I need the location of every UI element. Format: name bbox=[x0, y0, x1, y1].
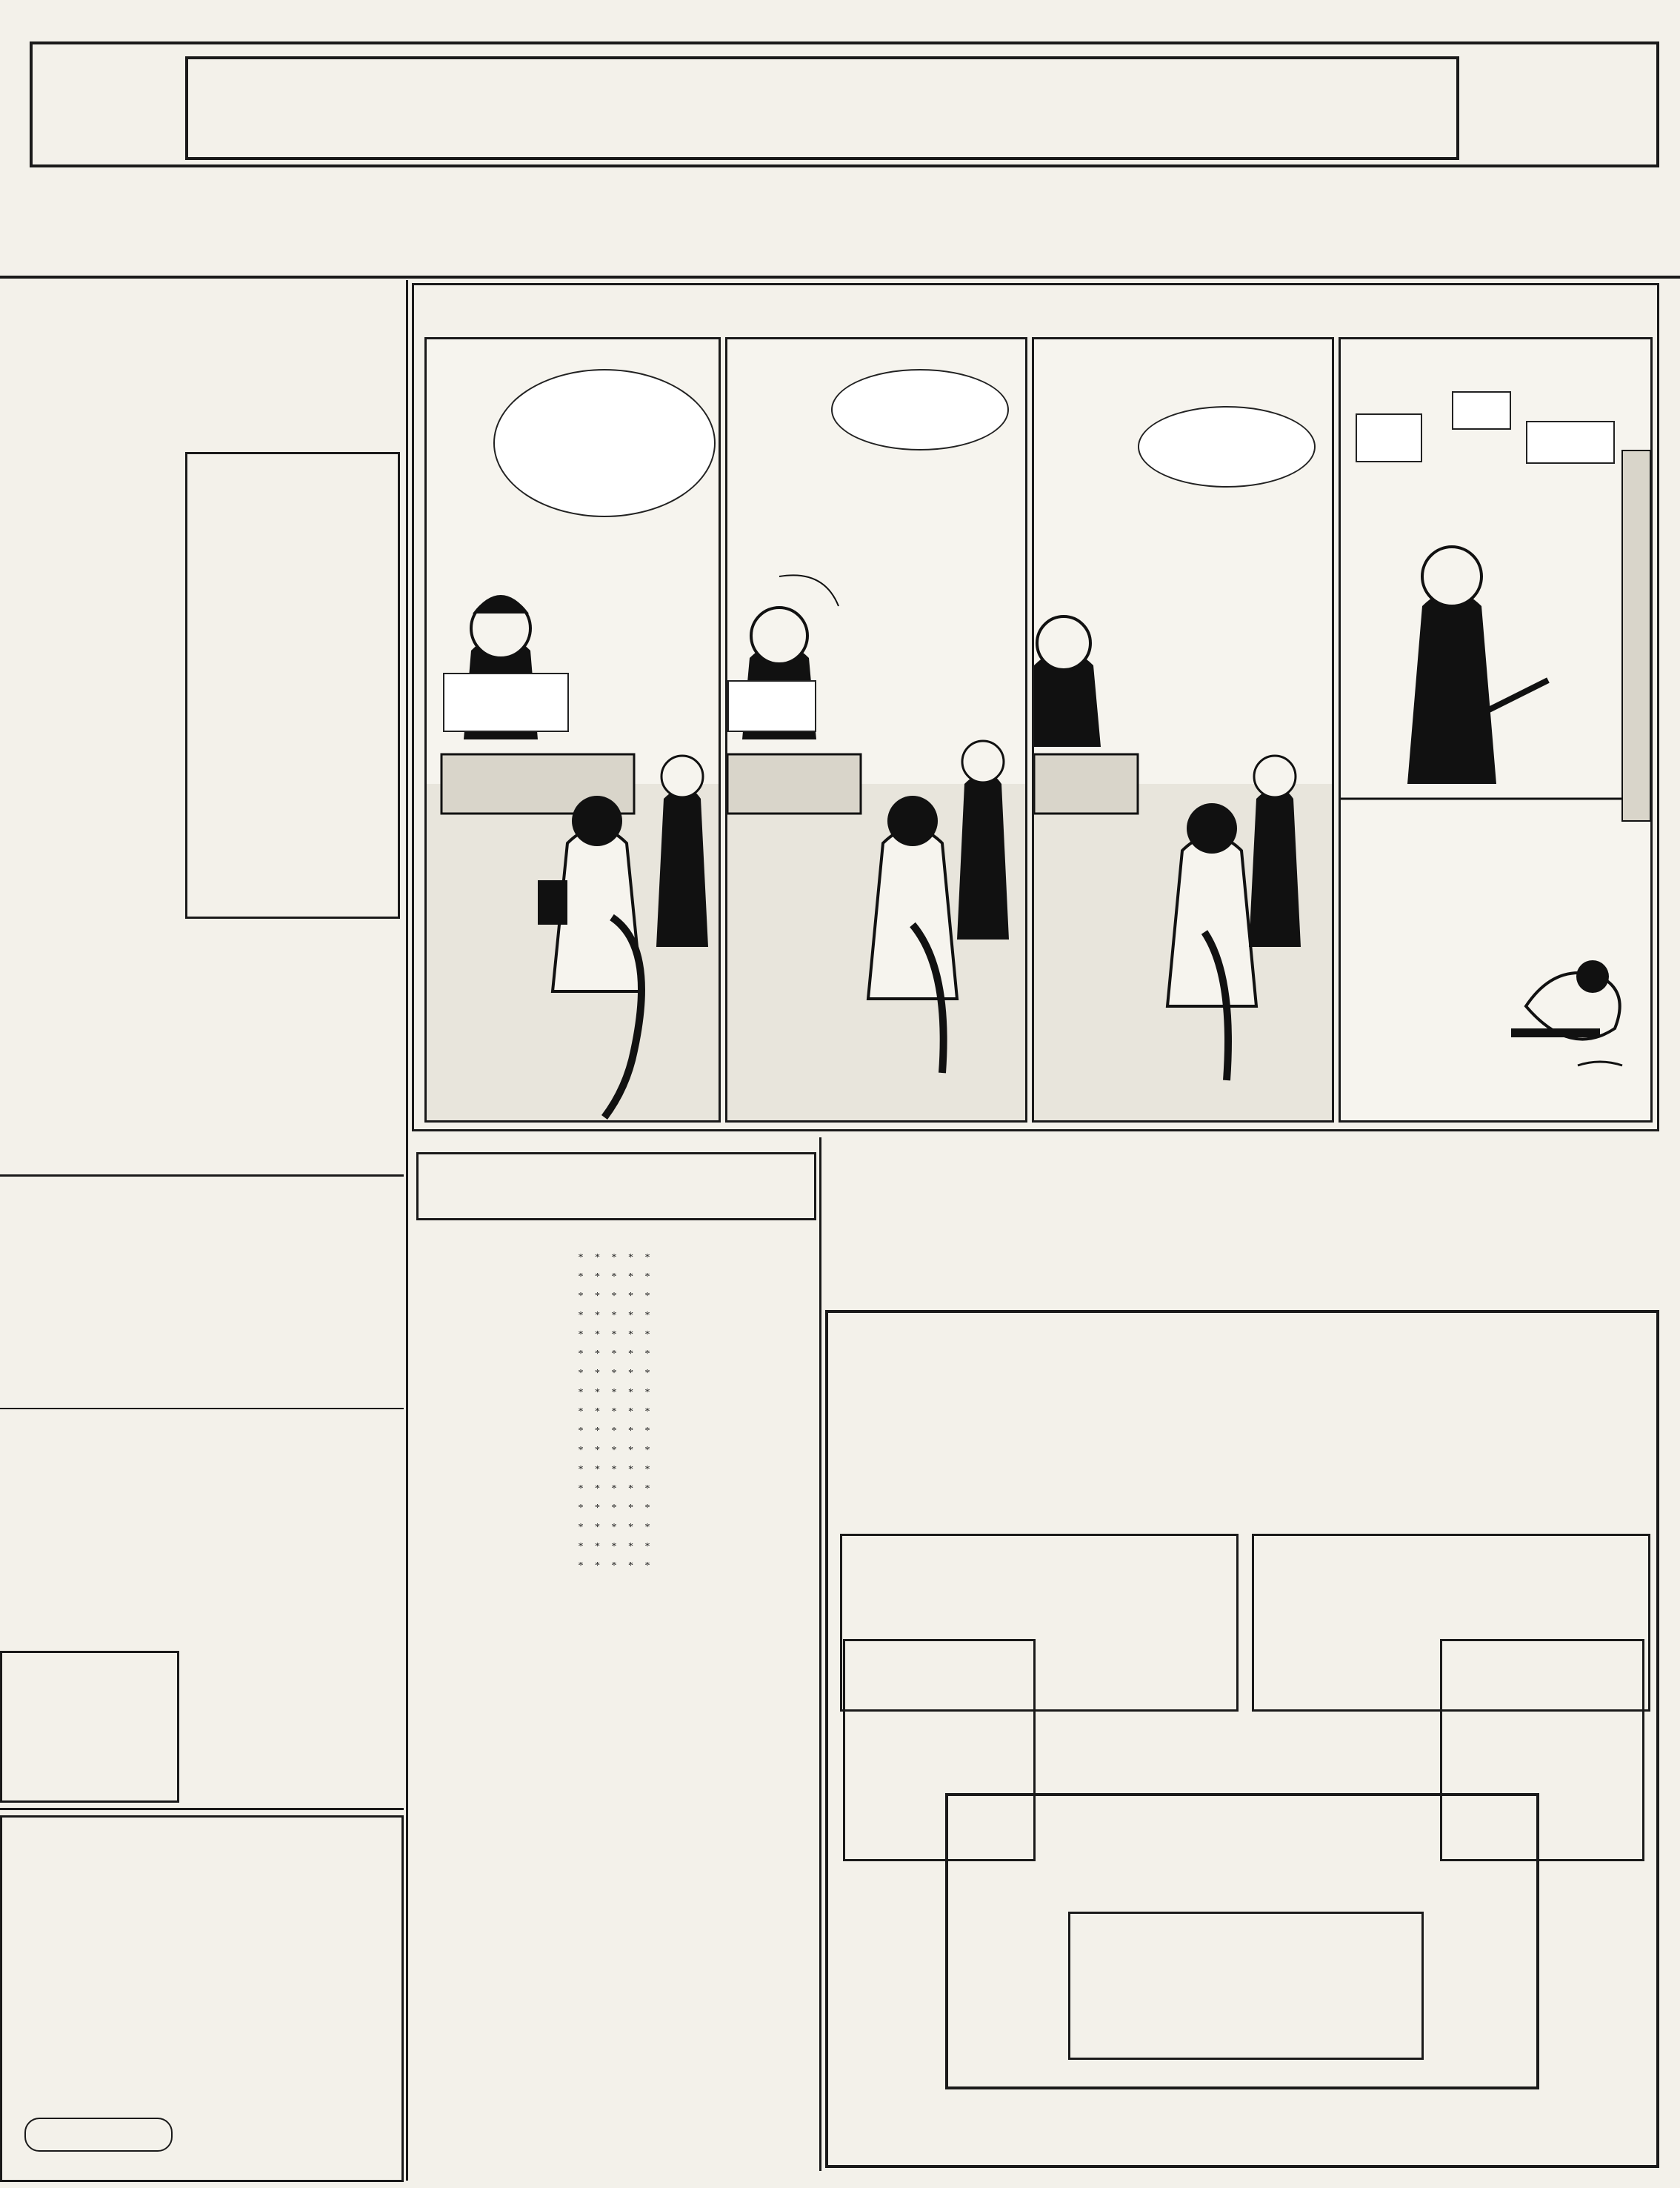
comic-bubble-3 bbox=[1138, 406, 1316, 488]
separator-stars: * * * * * bbox=[578, 1406, 655, 1417]
separator-stars: * * * * * bbox=[578, 1387, 655, 1398]
separator-stars: * * * * * bbox=[578, 1368, 655, 1379]
comic-bubble-1 bbox=[493, 369, 716, 517]
danger-right-box bbox=[1252, 1534, 1650, 1712]
masthead-paper bbox=[652, 4, 1037, 34]
rule-left-2 bbox=[0, 1408, 404, 1409]
comic-sign-4 bbox=[1526, 421, 1615, 464]
section-title bbox=[185, 56, 1459, 160]
comic-byline bbox=[1496, 299, 1651, 325]
sick-ad bbox=[0, 1815, 404, 2182]
drew-deck bbox=[0, 1293, 404, 1404]
comic-signature bbox=[1578, 1095, 1644, 1114]
comic-panel-2 bbox=[725, 337, 1027, 1123]
lincoln-column-4 bbox=[1421, 1137, 1659, 1304]
snapshots-body bbox=[419, 1246, 813, 2176]
separator-stars: * * * * * bbox=[578, 1522, 655, 1533]
separator-stars: * * * * * bbox=[578, 1483, 655, 1494]
rule-under-headline bbox=[0, 276, 1680, 279]
spartans-column bbox=[825, 1137, 1016, 1304]
separator-stars: * * * * * bbox=[578, 1464, 655, 1475]
separator-stars: * * * * * bbox=[578, 1541, 655, 1552]
comic-credit-1 bbox=[1229, 294, 1481, 309]
separator-stars: * * * * * bbox=[578, 1291, 655, 1302]
comic-credit-2 bbox=[1229, 309, 1481, 324]
comic-sign-2 bbox=[727, 680, 816, 732]
spartans-column-3 bbox=[1222, 1137, 1413, 1304]
joyzone-tonic bbox=[24, 2152, 173, 2179]
comic-panel-3 bbox=[1032, 337, 1334, 1123]
danger-line-1 bbox=[919, 1357, 1565, 1461]
separator-stars: * * * * * bbox=[578, 1349, 655, 1360]
snapshots-byline bbox=[419, 1221, 813, 1243]
comic-sign-1 bbox=[443, 673, 569, 732]
candidate-box bbox=[945, 1793, 1539, 2089]
comic-strip bbox=[412, 283, 1659, 1131]
rule-snapshots-vertical bbox=[819, 1137, 821, 2171]
danger-left-box bbox=[840, 1534, 1239, 1712]
joyzone-logo bbox=[24, 2118, 173, 2152]
drew-headline-1 bbox=[0, 1182, 404, 1231]
comic-sign-3 bbox=[1452, 391, 1511, 430]
sick-word bbox=[84, 1819, 377, 1930]
wills-box bbox=[185, 452, 400, 919]
siki-subdeck bbox=[6, 463, 178, 530]
drew-body bbox=[6, 1414, 178, 1645]
spartans-column-2 bbox=[1024, 1137, 1215, 1304]
separator-stars: * * * * * bbox=[578, 1445, 655, 1456]
comic-title bbox=[470, 291, 700, 330]
comic-subtitle bbox=[700, 299, 1070, 328]
for-commissioner bbox=[978, 1826, 1507, 1915]
ad-666 bbox=[0, 1651, 179, 1803]
drew-headline-2 bbox=[0, 1234, 404, 1286]
election-date bbox=[900, 1726, 1584, 1775]
siki-deck-3 bbox=[0, 389, 400, 448]
rule-left-3 bbox=[0, 1808, 404, 1810]
rule-danger-mid bbox=[843, 2091, 1644, 2093]
sick-are bbox=[7, 1829, 81, 1874]
masthead-page bbox=[1556, 4, 1674, 34]
political-note bbox=[825, 2134, 1659, 2155]
sick-you bbox=[7, 1877, 81, 1921]
sick-city bbox=[299, 2158, 402, 2181]
main-headline bbox=[0, 178, 1680, 274]
separator-stars: * * * * * bbox=[578, 1271, 655, 1283]
siki-continued bbox=[185, 922, 400, 1167]
snapshots-title bbox=[419, 1156, 813, 1218]
separator-stars: * * * * * bbox=[578, 1426, 655, 1437]
separator-stars: * * * * * bbox=[578, 1329, 655, 1340]
separator-stars: * * * * * bbox=[578, 1560, 655, 1572]
separator-stars: * * * * * bbox=[578, 1310, 655, 1321]
masthead-date bbox=[0, 4, 444, 34]
comic-bubble-2 bbox=[831, 369, 1009, 450]
comic-panel-1 bbox=[424, 337, 721, 1123]
rule-left-1 bbox=[0, 1174, 404, 1177]
comic-sign-5 bbox=[1356, 413, 1422, 462]
drew-continued bbox=[185, 1414, 400, 1799]
section-left-tag bbox=[36, 115, 184, 152]
siki-deck-1 bbox=[0, 285, 400, 336]
separator-stars: * * * * * bbox=[578, 1503, 655, 1514]
separator-stars: * * * * * bbox=[578, 1252, 655, 1263]
sick-right-text bbox=[186, 1936, 401, 2114]
sick-left-text bbox=[7, 1936, 177, 2121]
siki-deck-2 bbox=[0, 337, 400, 388]
comic-panel-4 bbox=[1339, 337, 1653, 1123]
candidate-name bbox=[978, 1944, 1507, 2033]
section-right-tag bbox=[1474, 115, 1652, 152]
sick-station2 bbox=[186, 2175, 297, 2182]
sick-address-label bbox=[186, 2127, 401, 2142]
sick-note bbox=[186, 2114, 401, 2129]
rule-left-vertical bbox=[406, 280, 408, 2181]
siki-body bbox=[6, 533, 178, 922]
